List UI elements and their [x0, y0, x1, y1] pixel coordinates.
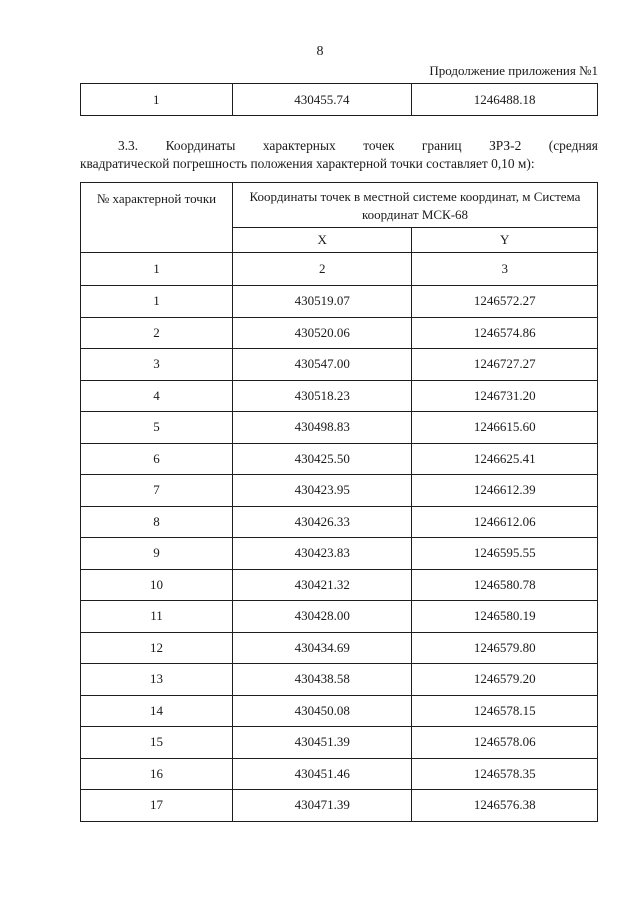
- table-row: [81, 758, 598, 790]
- column-number-3: 3: [412, 253, 598, 286]
- y-coordinate-cell: 1246488.18: [412, 84, 598, 116]
- point-number-cell: 9: [81, 538, 233, 570]
- table-row: [81, 632, 598, 664]
- table-row: [81, 475, 598, 507]
- x-coordinate-cell: 430425.50: [232, 443, 411, 475]
- table-row: [81, 380, 598, 412]
- x-coordinate-cell: 430471.39: [232, 790, 411, 822]
- y-coordinate-cell: 1246574.86: [412, 317, 598, 349]
- x-coordinate-cell: 430423.83: [232, 538, 411, 570]
- x-coordinate-cell: 430498.83: [232, 412, 411, 444]
- table-row: [81, 317, 598, 349]
- table-row: [81, 506, 598, 538]
- table-row: [81, 727, 598, 759]
- point-number-cell: 11: [81, 601, 233, 633]
- point-number-cell: 7: [81, 475, 233, 507]
- y-coordinate-cell: 1246580.19: [412, 601, 598, 633]
- section-word: ЗРЗ-2: [489, 138, 522, 153]
- point-number-cell: 2: [81, 317, 233, 349]
- x-coordinate-cell: 430547.00: [232, 349, 411, 381]
- y-coordinate-cell: 1246578.06: [412, 727, 598, 759]
- table-row: [81, 569, 598, 601]
- x-coordinate-cell: 430451.46: [232, 758, 411, 790]
- column-number-1: 1: [81, 253, 233, 286]
- table-row: [81, 790, 598, 822]
- x-coordinate-cell: 430428.00: [232, 601, 411, 633]
- point-number-cell: 14: [81, 695, 233, 727]
- x-coordinate-cell: 430455.74: [232, 84, 412, 116]
- page-number: 8: [316, 44, 324, 59]
- section-word: (средняя: [548, 138, 598, 153]
- point-number-cell: 16: [81, 758, 233, 790]
- x-coordinate-cell: 430423.95: [232, 475, 411, 507]
- point-number-cell: 4: [81, 380, 233, 412]
- section-paragraph: [80, 137, 598, 173]
- y-coordinate-cell: 1246578.15: [412, 695, 598, 727]
- y-coordinate-cell: 1246578.35: [412, 758, 598, 790]
- y-coordinate-cell: 1246580.78: [412, 569, 598, 601]
- y-coordinate-cell: 1246612.06: [412, 506, 598, 538]
- table-row: [81, 664, 598, 696]
- x-coordinate-cell: 430451.39: [232, 727, 411, 759]
- table-row: [81, 349, 598, 381]
- point-number-cell: 1: [81, 84, 233, 116]
- table-row: [81, 412, 598, 444]
- table-row: [81, 538, 598, 570]
- section-paragraph-line-2: квадратической погрешность положения характерной точки составляет 0,10 м):: [80, 156, 535, 171]
- point-number-cell: 3: [81, 349, 233, 381]
- table-row: [81, 443, 598, 475]
- x-coordinate-cell: 430519.07: [232, 286, 411, 318]
- point-number-cell: 15: [81, 727, 233, 759]
- table-row: [81, 286, 598, 318]
- y-coordinate-cell: 1246731.20: [412, 380, 598, 412]
- y-coordinate-cell: 1246615.60: [412, 412, 598, 444]
- continuation-table: [80, 83, 598, 116]
- point-number-cell: 8: [81, 506, 233, 538]
- header-y: Y: [412, 228, 598, 253]
- header-x: X: [232, 228, 411, 253]
- section-paragraph-line-1: [80, 137, 598, 155]
- y-coordinate-cell: 1246727.27: [412, 349, 598, 381]
- section-number: 3.3.: [118, 138, 139, 153]
- x-coordinate-cell: 430518.23: [232, 380, 411, 412]
- x-coordinate-cell: 430434.69: [232, 632, 411, 664]
- section-word: Координаты: [165, 138, 236, 153]
- y-coordinate-cell: 1246625.41: [412, 443, 598, 475]
- y-coordinate-cell: 1246595.55: [412, 538, 598, 570]
- continuation-table-body: [81, 84, 598, 116]
- x-coordinate-cell: 430426.33: [232, 506, 411, 538]
- y-coordinate-cell: 1246576.38: [412, 790, 598, 822]
- y-coordinate-cell: 1246572.27: [412, 286, 598, 318]
- coordinates-table-body: [81, 286, 598, 822]
- x-coordinate-cell: 430450.08: [232, 695, 411, 727]
- y-coordinate-cell: 1246579.20: [412, 664, 598, 696]
- appendix-note: Продолжение приложения №1: [429, 63, 598, 78]
- header-coordinates: Координаты точек в местной системе координат, м Система координат МСК-68: [232, 183, 597, 228]
- point-number-cell: 10: [81, 569, 233, 601]
- header-point-number: № характерной точки: [81, 183, 233, 253]
- x-coordinate-cell: 430438.58: [232, 664, 411, 696]
- coordinates-table: [80, 182, 598, 822]
- x-coordinate-cell: 430421.32: [232, 569, 411, 601]
- point-number-cell: 6: [81, 443, 233, 475]
- section-word: характерных: [262, 138, 336, 153]
- column-number-2: 2: [232, 253, 411, 286]
- point-number-cell: 13: [81, 664, 233, 696]
- x-coordinate-cell: 430520.06: [232, 317, 411, 349]
- table-row: [81, 601, 598, 633]
- point-number-cell: 5: [81, 412, 233, 444]
- table-row: [81, 695, 598, 727]
- table-row: [81, 84, 598, 116]
- section-word: точек: [363, 138, 395, 153]
- y-coordinate-cell: 1246612.39: [412, 475, 598, 507]
- point-number-cell: 17: [81, 790, 233, 822]
- y-coordinate-cell: 1246579.80: [412, 632, 598, 664]
- point-number-cell: 12: [81, 632, 233, 664]
- section-word: границ: [421, 138, 462, 153]
- point-number-cell: 1: [81, 286, 233, 318]
